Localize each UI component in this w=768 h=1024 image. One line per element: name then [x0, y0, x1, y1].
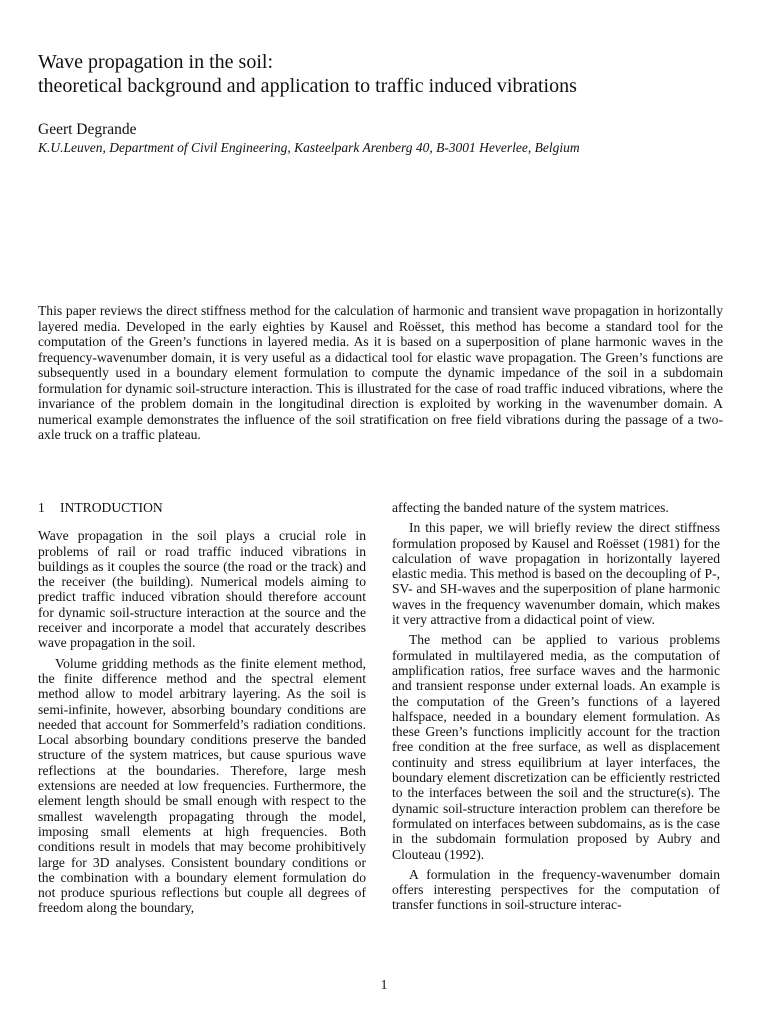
title-line-1: Wave propagation in the soil:	[38, 51, 273, 73]
right-column	[392, 500, 720, 918]
page-number: 1	[380, 977, 388, 992]
paragraph: In this paper, we will briefly review the direct stiffness formulation proposed by Kausel and Roësset (1981) for the calculation of wave propagation in horizontally layered elastic media. This method is based on the decoupling of P-, SV- and SH-waves and the superposition of plane harmonic waves in the frequency wavenumber domain, which makes it very attractive from a didactical point of view.	[392, 520, 720, 628]
paragraph: The method can be applied to various problems formulated in multilayered media, as the computation of amplification ratios, free surface waves and the harmonic and transient response under external loads. An example is the computation of the Green’s functions of a layered halfspace, needed in a boundary element formulation. As these Green’s functions implicitly account for the traction free condition at the free surface, as well as displacement continuity and stress equilibrium at layer interfaces, the boundary element discretization can be efficiently restricted to the interfaces between the soil and the structure(s). The dynamic soil-structure interaction problem can therefore be formulated on interfaces between subdomains, as is the case in the subdomain formulation proposed by Aubry and Clouteau (1992).	[392, 632, 720, 862]
paragraph: Volume gridding methods as the finite element method, the finite difference method and the spectral element method allow to model arbitrary layering. As the soil is semi-infinite, however, absorbing boundary conditions are needed that account for Sommerfeld’s radiation conditions. Local absorbing boundary conditions preserve the banded structure of the system matrices, but cause spurious wave reflections at the boundaries. Therefore, large mesh extensions are needed at low frequencies. Furthermore, the element length should be small enough with respect to the smallest wavelength propagating through the model, imposing small elements at high frequencies. Both conditions result in models that may become prohibitively large for 3D analyses. Consistent boundary conditions or the combination with a boundary element formulation do not produce spurious reflections but couple all degrees of freedom along the boundary,	[38, 655, 366, 916]
section-number: 1	[38, 500, 45, 515]
paragraph: affecting the banded nature of the system matrices.	[392, 500, 669, 515]
title-line-2: theoretical background and application to traffic induced vibrations	[38, 75, 577, 97]
section-heading	[38, 500, 366, 515]
paragraph: Wave propagation in the soil plays a crucial role in problems of rail or road traffic induced vibrations in buildings as it couples the source (the road or the track) and the receiver (the building). Numerical models aiming to predict traffic induced vibration should therefore account for dynamic soil-structure interaction at the source and the receiver and incorporate a model that accurately describes wave propagation in the soil.	[38, 528, 366, 651]
paper-title	[38, 50, 738, 98]
abstract: This paper reviews the direct stiffness method for the calculation of harmonic and transient wave propagation in horizontally layered media. Developed in the early eighties by Kausel and Roësset, this method has become a standard tool for the computation of the Green’s functions in layered media. As it is based on a superposition of plane harmonic waves in the frequency-wavenumber domain, it is very useful as a didactical tool for elastic wave propagation. The Green’s functions are subsequently used in a boundary element formulation to compute the dynamic impedance of the soil in a subdomain formulation for dynamic soil-structure interaction. This is illustrated for the case of road traffic induced vibrations, where the invariance of the problem domain in the longitudinal direction is exploited by working in the wavenumber domain. A numerical example demonstrates the influence of the soil stratification on free field vibrations during the passage of a two-axle truck on a traffic plateau.	[38, 303, 723, 442]
paragraph: A formulation in the frequency-wavenumber domain offers interesting perspectives for the computation of transfer functions in soil-structure interac-	[392, 866, 720, 913]
author-name: Geert Degrande	[38, 121, 137, 138]
left-column	[38, 500, 366, 921]
section-title: INTRODUCTION	[60, 500, 163, 515]
author-affiliation: K.U.Leuven, Department of Civil Engineering, Kasteelpark Arenberg 40, B-3001 Heverlee, Belgium	[38, 140, 580, 155]
